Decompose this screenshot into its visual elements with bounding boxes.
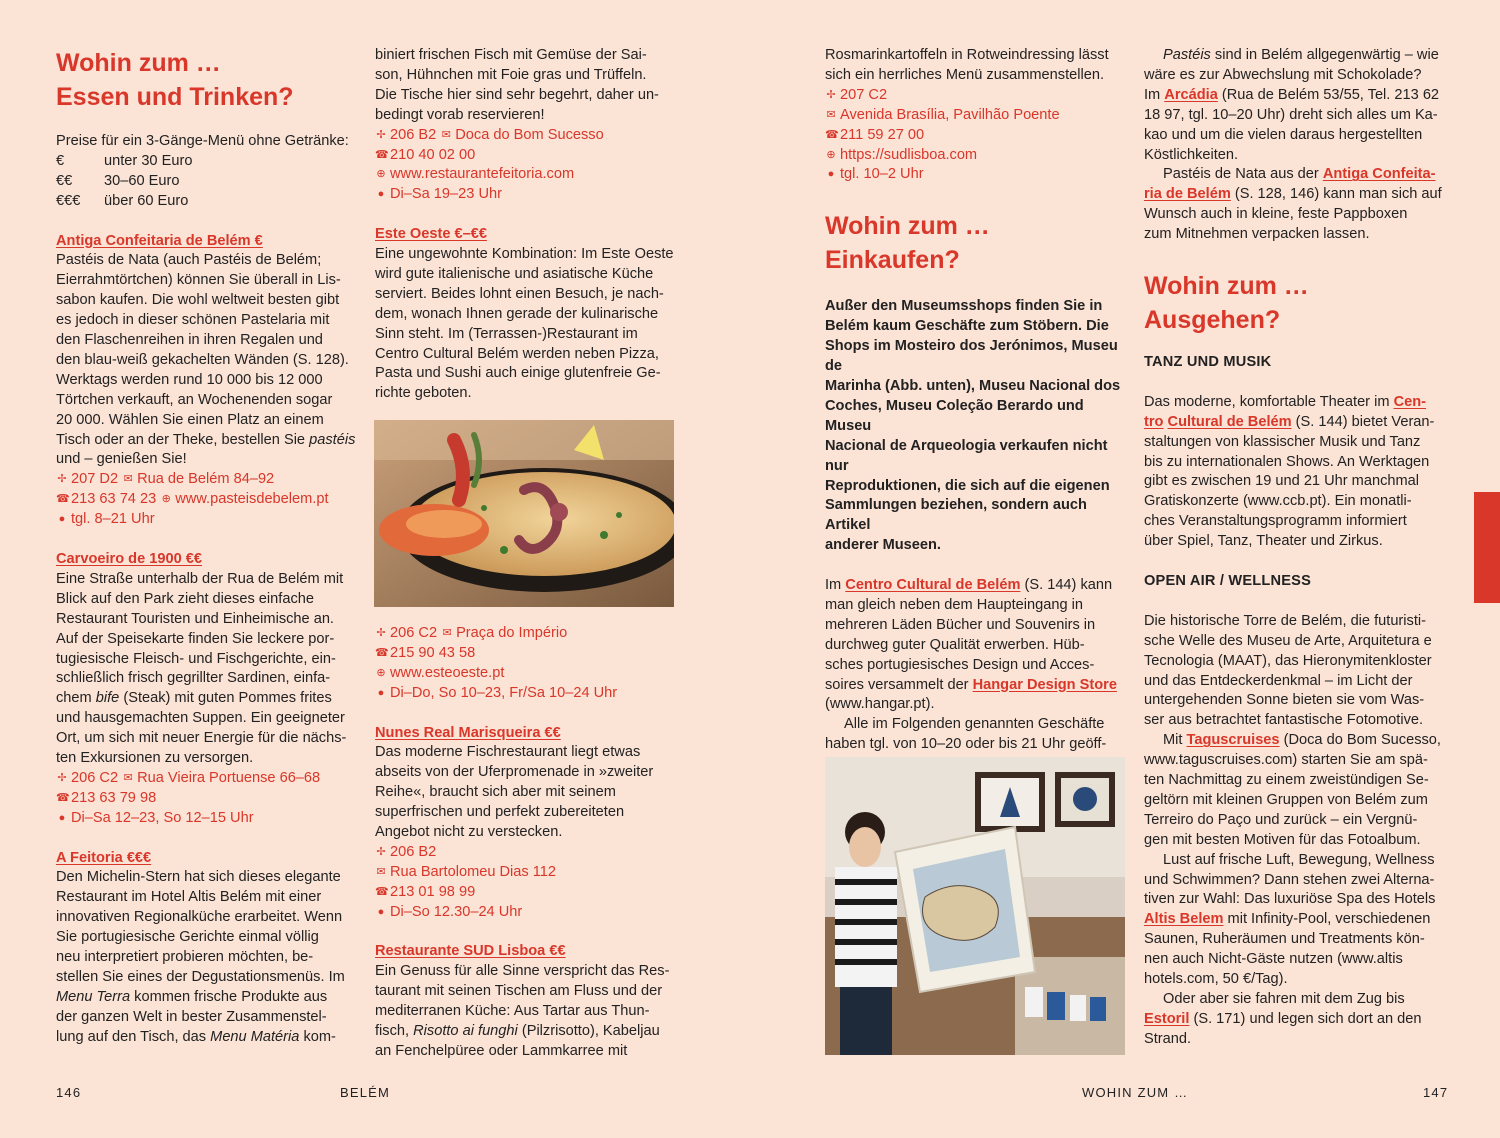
entry-title-sud[interactable]: Restaurante SUD Lisboa €€: [375, 943, 566, 960]
link-centro-cultural[interactable]: Centro Cultural de Belém: [845, 577, 1021, 594]
info-phone: ☎ 213 63 79 98: [56, 789, 356, 809]
phone-icon: ☎: [375, 885, 389, 898]
right-column-1: Rosmarinkartoffeln in Rotweindressing lässt sich ein herrliches Menü zusammenstellen. ✢ 207 C2 ✉ Avenida Brasília, Pavilhão Poente ☎ 211 59 27 00 ⊕ https://sudlisboa.com ● tgl. 10–2 Uhr Wohin zum … Einkaufen? Außer den Museumsshops finden Sie in Belém kaum Geschäfte zum Stöbern. Die Shops im Mosteiro dos Jerónimos, Museu de Marinha (Abb. unten), Museu Nacional dos Coches, Museu Coleção Berardo und Museu Nacional de Arqueologia verkaufen nicht nur Reproduktionen, die sich auf die eigenen Sammlungen beziehen, sondern auch Artikel anderer Museen. Im Centro Cultural de Belém (S. 144) kann man gleich neben dem Haupteingang in mehreren Läden Bücher und Souvenirs in durchweg guter Qualität erwerben. Hüb- sches portugiesisches Design und Acces- soires versammelt der Hangar Design Store (www.hangar.pt). Alle im Folgenden genannten Geschäfte haben tgl. von 10–20 oder bis 21 Uhr geöff-: [825, 46, 1130, 815]
link-altis-belem[interactable]: Altis Belem: [1144, 911, 1224, 928]
compass-icon: ✢: [57, 771, 67, 784]
clock-icon: ●: [377, 188, 385, 201]
seafood-pan-illustration: [374, 420, 674, 607]
info-hours: ● Di–So 12.30–24 Uhr: [375, 903, 675, 923]
envelope-icon: ✉: [826, 108, 836, 121]
phone-icon: ☎: [375, 148, 389, 161]
info-map: ✢ 207 C2: [825, 86, 1130, 106]
left-column-1: Wohin zum … Essen und Trinken? Preise für ein 3-Gänge-Menü ohne Getränke: € unter 30 Euro €€ 30–60 Euro €€€ über 60 Euro Antiga Confeitaria de Belém € Pastéis de Nata (auch Pastéis de Belém; Eierrahmtörtchen) können Sie überall in Lis- sabon kaufen. Die wohl weltweit besten gibt es jedoch in dieser schönen Pastelaria mit den Flaschenreihen in ihren Regalen und den blau-weiß gekachelten Wänden (S. 128). Werktags werden rund 10 000 bis 12 000 Törtchen verkauft, an Wochenenden sogar 20 000. Wählen Sie einen Platz an einem Tisch oder an der Theke, bestellen Sie pastéis und – genießen Sie! ✢ 207 D2 ✉ Rua de Belém 84–92 ☎ 213 63 74 23 ⊕ www.pasteisdebelem.pt ● tgl. 8–21 Uhr Carvoeiro de 1900 €€ Eine Straße unterhalb der Rua de Belém mit Blick auf den Park zieht dieses einfache Restaurant Touristen und Einheimische an. Auf der Speisekarte finden Sie leckere por- tugiesische Fleisch- und Fischgerichte, ein- schließlich frisch gegrillter Sardinen, einfa- chem bife (Steak) mit guten Pommes frites und hausgemachten Suppen. Ein geeigneter Ort, um sich mit neuer Energie für die nächs- ten Exkursionen zu versorgen. ✢ 206 C2 ✉ Rua Vieira Portuense 66–68 ☎ 213 63 79 98 ● Di–Sa 12–23, So 12–15 Uhr A Feitoria €€€ Den Michelin-Stern hat sich dieses elegante Restaurant im Hotel Altis Belém mit einer innovativen Regionalküche erarbeitet. Wenn Sie portugiesische Gerichte einmal völlig neu interpretiert probieren möchten, be- stellen Sie eines der Degustationsmenüs. Im Menu Terra kommen frische Produkte aus der ganzen Welt in bester Zusammenstel- lung auf den Tisch, das Menu Matéria kom-: [56, 46, 356, 1048]
clock-icon: ●: [58, 513, 66, 526]
compass-icon: ✢: [376, 627, 386, 639]
entry-title-carvoeiro[interactable]: Carvoeiro de 1900 €€: [56, 551, 203, 567]
globe-icon: ⊕: [826, 148, 836, 161]
clock-icon: ●: [377, 686, 385, 699]
phone-icon: ☎: [56, 791, 70, 804]
entry-title-este-oeste[interactable]: Este Oeste €–€€: [375, 226, 487, 243]
compass-icon: ✢: [376, 128, 386, 141]
link-arcadia[interactable]: Arcádia: [1164, 86, 1218, 103]
envelope-icon: ✉: [442, 627, 452, 639]
price-row: €€ 30–60 Euro: [56, 172, 180, 189]
compass-icon: ✢: [57, 473, 67, 486]
chapter-tab: [1474, 492, 1500, 603]
compass-icon: ✢: [826, 88, 836, 101]
heading-essen-trinken: Wohin zum … Essen und Trinken?: [56, 49, 294, 111]
map-shop-illustration: [825, 757, 1125, 1055]
info-phone: ☎ 210 40 02 00: [375, 146, 675, 166]
price-intro: Preise für ein 3-Gänge-Menü ohne Getränke:: [56, 133, 349, 149]
entry-title-antiga[interactable]: Antiga Confeitaria de Belém €: [56, 232, 263, 249]
link-centro-cultural-2[interactable]: Cen-: [1393, 393, 1426, 410]
info-hours: ● Di–Sa 19–23 Uhr: [375, 185, 675, 205]
info-address: ✉ Rua Bartolomeu Dias 112: [375, 863, 675, 883]
info-phone: ☎ 213 63 74 23 ⊕ www.pasteisdebelem.pt: [56, 490, 356, 510]
info-hours: ● Di–Sa 12–23, So 12–15 Uhr: [56, 809, 356, 829]
info-hours: ● tgl. 8–21 Uhr: [56, 510, 356, 530]
entry-title-nunes[interactable]: Nunes Real Marisqueira €€: [375, 724, 561, 741]
info-hours: ● tgl. 10–2 Uhr: [825, 165, 1130, 185]
heading-einkaufen: Wohin zum … Einkaufen?: [825, 212, 990, 275]
info-map: ✢ 206 B2: [375, 843, 675, 863]
globe-icon: ⊕: [376, 666, 386, 679]
info-web: ⊕ www.restaurantefeitoria.com: [375, 165, 675, 185]
clock-icon: ●: [827, 168, 835, 181]
section-label-right: WOHIN ZUM …: [1082, 1085, 1189, 1100]
info-map: ✢ 206 C2 ✉ Praça do Império: [375, 624, 675, 644]
link-antiga-confeitaria[interactable]: Antiga Confeita-: [1322, 166, 1436, 183]
subhead-tanz-musik: TANZ UND MUSIK: [1144, 354, 1272, 371]
price-row: €€€ über 60 Euro: [56, 192, 189, 209]
envelope-icon: ✉: [123, 771, 133, 784]
left-column-2: biniert frischen Fisch mit Gemüse der Sai- son, Hühnchen mit Foie gras und Trüffeln. Die Tische hier sind sehr begehrt, daher un- bedingt vorab reservieren! ✢ 206 B2 ✉ Doca do Bom Sucesso ☎ 210 40 02 00 ⊕ www.restaurantefeitoria.com ● Di–Sa 19–23 Uhr Este Oeste €–€€ Eine ungewohnte Kombination: Im Este Oeste wird gute italienische und asiatische Küche serviert. Beides lohnt einen Besuch, je nach- dem, wonach Ihnen gerade der kulinarische Sinn steht. Im (Terrassen-)Restaurant im Centro Cultural Belém werden neben Pizza, Pasta und Sushi auch einige glutenfreie Ge- richte geboten.: [375, 47, 674, 402]
link-antiga-confeitaria-2[interactable]: ria de Belém: [1144, 186, 1231, 203]
phone-icon: ☎: [56, 493, 70, 506]
globe-icon: ⊕: [161, 493, 171, 506]
link-hangar-design[interactable]: Hangar Design Store: [972, 676, 1117, 693]
info-phone: ☎ 215 90 43 58: [375, 644, 675, 664]
envelope-icon: ✉: [376, 865, 386, 878]
info-address: ✉ Avenida Brasília, Pavilhão Poente: [825, 106, 1130, 126]
info-web: ⊕ www.esteoeste.pt: [375, 664, 675, 684]
globe-icon: ⊕: [376, 168, 386, 181]
entry-title-feitoria[interactable]: A Feitoria €€€: [56, 849, 152, 866]
info-map: ✢ 207 D2 ✉ Rua de Belém 84–92: [56, 470, 356, 490]
info-phone: ☎ 211 59 27 00: [825, 126, 1130, 146]
info-hours: ● Di–Do, So 10–23, Fr/Sa 10–24 Uhr: [375, 684, 675, 704]
compass-icon: ✢: [376, 845, 386, 858]
envelope-icon: ✉: [123, 473, 133, 486]
info-map: ✢ 206 B2 ✉ Doca do Bom Sucesso: [375, 126, 675, 146]
right-page: [750, 0, 1500, 1138]
clock-icon: ●: [58, 811, 66, 824]
info-web: ⊕ https://sudlisboa.com: [825, 146, 1130, 166]
left-column-2-lower: ✢ 206 C2 ✉ Praça do Império ☎ 215 90 43 58 ⊕ www.esteoeste.pt ● Di–Do, So 10–23, Fr/Sa 10–24 Uhr Nunes Real Marisqueira €€ Das moderne Fischrestaurant liegt etwas abseits von der Uferpromenade in »zweiter Reihe«, braucht sich aber mit seinem superfrischen und perfekt zubereiteten Angebot nicht zu verstecken. ✢ 206 B2 ✉ Rua Bartolomeu Dias 112 ☎ 213 01 98 99 ● Di–So 12.30–24 Uhr Restaurante SUD Lisboa €€ Ein Genuss für alle Sinne verspricht das Res- taurant mit seinen Tischen am Fluss und der mediterranen Küche: Aus Tartar aus Thun- fisch, Risotto ai funghi (Pilzrisotto), Kabeljau an Fenchelpüree oder Lammkarree mit: [375, 624, 675, 1062]
page-number-left: 146: [56, 1085, 82, 1100]
phone-icon: ☎: [375, 646, 389, 659]
page-number-right: 147: [1423, 1085, 1449, 1100]
link-estoril[interactable]: Estoril: [1144, 1010, 1190, 1027]
link-taguscruises[interactable]: Taguscruises: [1186, 732, 1280, 749]
info-map: ✢ 206 C2 ✉ Rua Vieira Portuense 66–68: [56, 769, 356, 789]
price-row: € unter 30 Euro: [56, 152, 193, 169]
food-photo: [374, 420, 674, 607]
heading-ausgehen: Wohin zum … Ausgehen?: [1144, 272, 1309, 335]
section-label-left: BELÉM: [340, 1085, 391, 1100]
subhead-open-air: OPEN AIR / WELLNESS: [1144, 573, 1312, 589]
info-phone: ☎ 213 01 98 99: [375, 883, 675, 903]
right-column-2: Pastéis sind in Belém allgegenwärtig – wie wäre es zur Abwechslung mit Schokolade? Im Arcádia (Rua de Belém 53/55, Tel. 213 62 18 97, tgl. 10–20 Uhr) dreht sich alles um Ka- kao und um die vielen daraus hergestellten Köstlichkeiten. Pastéis de Nata aus der Antiga Confeita- ria de Belém (S. 128, 146) kann man sich auf Wunsch auch in kleine, feste Pappboxen zum Mitnehmen verpacken lassen. Wohin zum … Ausgehen? TANZ UND MUSIK Das moderne, komfortable Theater im Cen- tro Cultural de Belém (S. 144) bietet Veran- staltungen von klassischer Musik und Tanz bis zu internationalen Shows. An Werktagen gibt es zwischen 19 und 21 Uhr manchmal Gratiskonzerte (www.ccb.pt). Ein monatli- ches Veranstaltungsprogramm informiert über Spiel, Tanz, Theater und Zirkus. OPEN AIR / WELLNESS Die historische Torre de Belém, die futuristi- sche Welle des Museu de Arte, Arquitetura e Tecnologia (MAAT), das Hieronymitenkloster und das Entdeckerdenkmal – im Licht der untergehenden Sonne bieten sie vom Was- ser aus betrachtet fantastische Fotomotive. Mit Taguscruises (Doca do Bom Sucesso, www.taguscruises.com) starten Sie am spä- ten Nachmittag zu einem zweistündigen Se- geltörn mit kleinen Gruppen von Belém zum Terreiro do Paço und zurück – ein Vergnü- gen mit besten Motiven für das Fotoalbum. Lust auf frische Luft, Bewegung, Wellness und Schwimmen? Dann stehen zwei Alterna- tiven zur Wahl: Das luxuriöse Spa des Hotels Altis Belem mit Infinity-Pool, verschiedenen Saunen, Ruheräumen und Treatments kön- nen auch Nicht-Gäste nutzen (www.altis hotels.com, 50 €/Tag). Oder aber sie fahren mit dem Zug bis Estoril (S. 171) und legen sich dort an den Strand.: [1144, 46, 1449, 1050]
shop-photo: [825, 757, 1125, 1055]
envelope-icon: ✉: [441, 128, 451, 141]
clock-icon: ●: [377, 905, 385, 918]
phone-icon: ☎: [825, 128, 839, 141]
